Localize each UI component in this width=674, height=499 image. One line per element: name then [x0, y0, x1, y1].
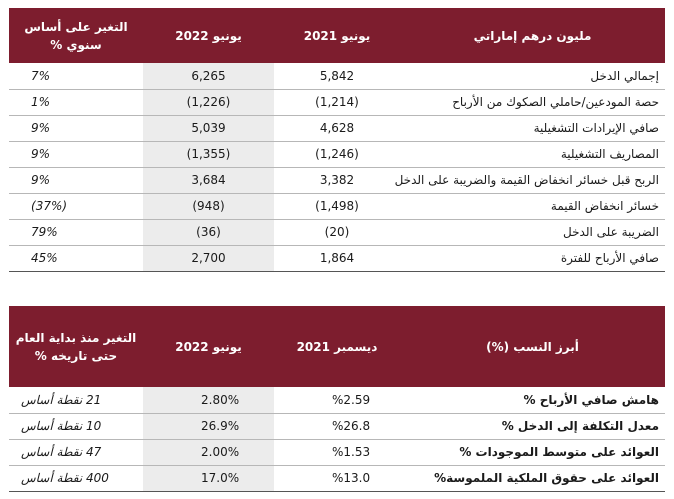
value-june-2022: 17.0%	[143, 465, 274, 491]
value-december-2021: %1.53	[332, 445, 371, 459]
header-june-2022: يونيو 2022	[143, 306, 274, 387]
value-june-2021: 1,864	[319, 251, 355, 265]
value-change: (37%)	[31, 199, 68, 213]
value-change: 1%	[31, 95, 51, 109]
table-row	[9, 245, 665, 271]
value-change: 21 نقطة أساس	[21, 392, 102, 407]
header-december-2021: ديسمبر 2021	[274, 306, 400, 387]
header-june-2021: يونيو 2021	[274, 8, 400, 63]
value-june-2021: (20)	[324, 225, 350, 239]
row-label: إجمالي الدخل	[590, 68, 659, 83]
value-december-2021: %26.8	[332, 419, 371, 433]
row-label: هامش صافي الأرباح %	[523, 392, 659, 407]
row-label: حصة المودعين/حاملي الصكوك من الأرباح	[452, 95, 659, 109]
value-june-2021: 3,382	[319, 173, 355, 187]
header-yoy-change: التغير على أساس سنوي %	[9, 8, 143, 63]
table-row	[9, 167, 665, 193]
value-june-2022: 6,265	[143, 63, 274, 89]
value-december-2021: %13.0	[332, 471, 371, 485]
table-row	[9, 387, 665, 413]
row-label: العوائد على متوسط الموجودات %	[459, 445, 659, 459]
ratios-table-header	[9, 306, 665, 387]
value-change: 47 نقطة أساس	[21, 445, 102, 459]
row-label: صافي الإيرادات التشغيلية	[533, 121, 659, 135]
value-change: 9%	[31, 147, 51, 161]
value-june-2022: 2.00%	[143, 439, 274, 465]
value-june-2022: 2,700	[143, 245, 274, 271]
value-june-2021: (1,214)	[315, 95, 359, 109]
value-june-2022: 2.80%	[143, 387, 274, 413]
value-june-2021: 4,628	[319, 121, 355, 135]
header-label-column: مليون درهم إماراتي	[400, 8, 665, 63]
row-label: الربح قبل خسائر انخفاض القيمة والضريبة على الدخل	[394, 173, 659, 187]
value-change: 400 نقطة أساس	[21, 471, 109, 485]
value-change: 10 نقطة أساس	[21, 419, 102, 433]
value-june-2022: (36)	[143, 219, 274, 245]
value-change: 79%	[31, 225, 58, 239]
value-change: 7%	[31, 68, 51, 83]
row-label: الضريبة على الدخل	[563, 225, 659, 239]
row-label: المصاريف التشغيلية	[560, 147, 659, 161]
value-change: 9%	[31, 121, 51, 135]
value-december-2021: %2.59	[332, 392, 371, 407]
value-june-2021: (1,498)	[315, 199, 359, 213]
table-row	[9, 193, 665, 219]
value-june-2021: 5,842	[319, 68, 355, 83]
value-june-2021: (1,246)	[315, 147, 359, 161]
table-row	[9, 413, 665, 439]
table-row	[9, 63, 665, 89]
value-june-2022: 3,684	[143, 167, 274, 193]
value-change: 45%	[31, 251, 58, 265]
header-june-2022: يونيو 2022	[143, 8, 274, 63]
row-label: العوائد على حقوق الملكية الملموسة%	[434, 471, 659, 485]
row-label: خسائر انخفاض القيمة	[550, 199, 659, 213]
value-june-2022: (948)	[143, 193, 274, 219]
value-june-2022: 5,039	[143, 115, 274, 141]
value-change: 9%	[31, 173, 51, 187]
table-row	[9, 219, 665, 245]
row-label: صافي الأرباح للفترة	[560, 251, 659, 265]
header-ytd-change: التغير منذ بداية العام حتى تاريخه %	[9, 306, 143, 387]
value-june-2022: (1,226)	[143, 89, 274, 115]
table-row	[9, 141, 665, 167]
table-row	[9, 465, 665, 491]
value-june-2022: (1,355)	[143, 141, 274, 167]
table-row	[9, 89, 665, 115]
value-june-2022: 26.9%	[143, 413, 274, 439]
table-row	[9, 115, 665, 141]
income-statement-table	[9, 8, 665, 272]
income-table-header	[9, 8, 665, 63]
row-label: معدل التكلفة إلى الدخل %	[501, 419, 659, 433]
header-ratios-label: أبرز النسب (%)	[400, 306, 665, 387]
table-row	[9, 439, 665, 465]
key-ratios-table	[9, 306, 665, 492]
